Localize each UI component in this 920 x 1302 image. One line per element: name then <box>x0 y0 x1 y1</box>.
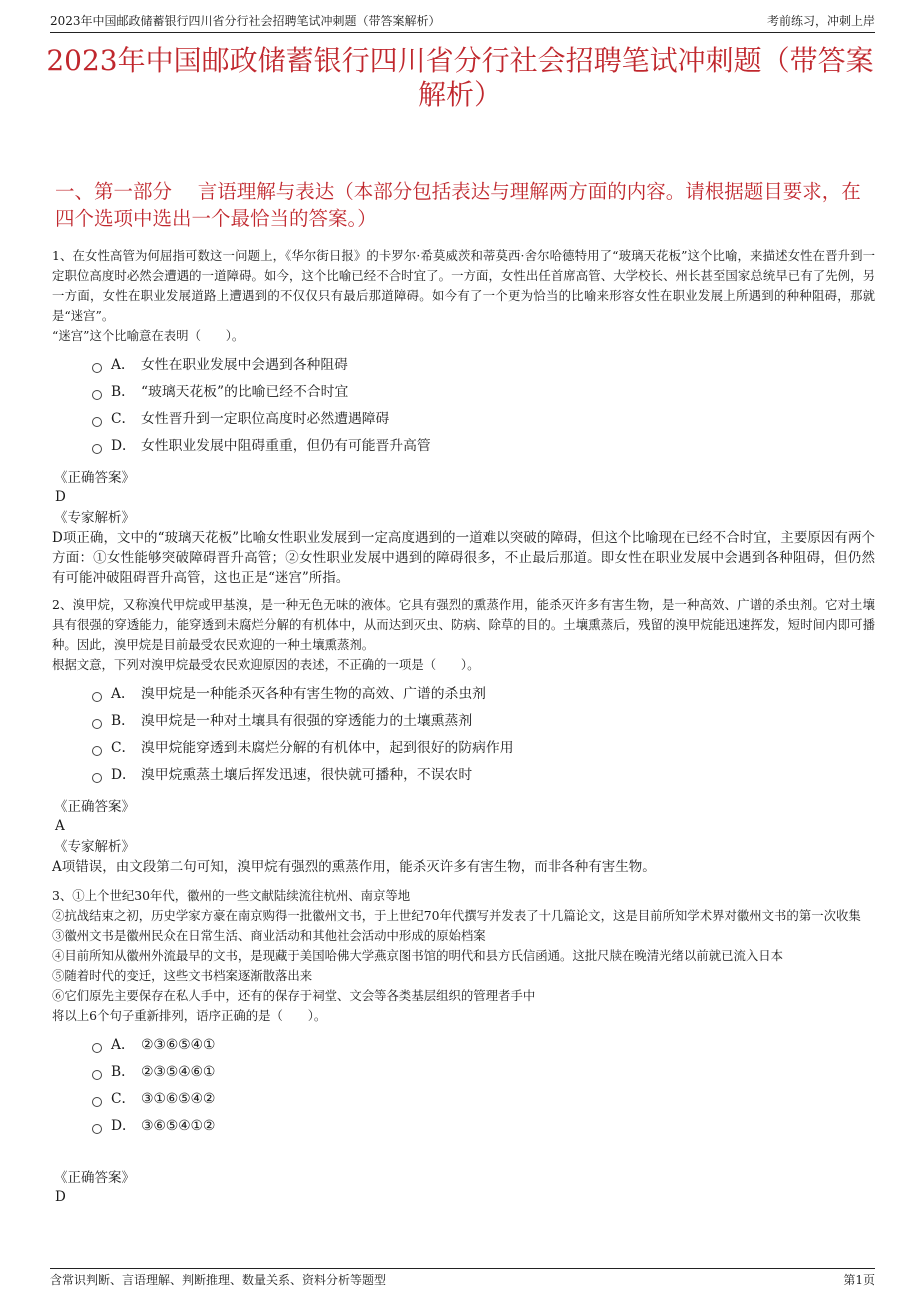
option-list <box>92 352 875 460</box>
option-letter: A． <box>111 357 135 373</box>
radio-icon[interactable] <box>92 417 102 427</box>
option-letter: C． <box>111 411 136 427</box>
answer-block-2 <box>52 797 875 877</box>
option-b[interactable] <box>92 379 875 406</box>
radio-icon[interactable] <box>92 1043 102 1053</box>
question-prompt: 根据文意，下列对溴甲烷最受农民欢迎原因的表述，不正确的一项是（ ）。 <box>52 657 480 672</box>
radio-icon[interactable] <box>92 773 102 783</box>
question-stem: 2、溴甲烷，又称溴代甲烷或甲基溴，是一种无色无味的液体。它具有强烈的熏蒸作用，能杀灭许多有害生物，是一种高效、广谱的杀虫剂。它对土壤具有很强的穿透能力，能穿透到未腐烂分解的有机体中，从而达到灭虫、防病、除草的目的。土壤熏蒸后，残留的溴甲烷能迅速挥发，短时间内即可播种。因此，溴甲烷是目前最受农民欢迎的一种土壤熏蒸剂。 <box>52 597 875 652</box>
section-heading: 一、第一部分 言语理解与表达（本部分包括表达与理解两方面的内容。请根据题目要求，在四个选项中选出一个最恰当的答案。） <box>55 180 861 230</box>
option-d[interactable] <box>92 433 875 460</box>
option-c[interactable] <box>92 735 875 762</box>
answer-block-3 <box>52 1168 875 1206</box>
option-text: ②③⑤④⑥① <box>141 1064 216 1080</box>
analysis-label: 《专家解析》 <box>54 839 135 855</box>
option-letter: D． <box>111 1118 136 1134</box>
option-list <box>92 681 875 789</box>
correct-answer-label: 《正确答案》 <box>54 799 135 815</box>
option-letter: A． <box>111 1037 135 1053</box>
option-d[interactable] <box>92 1113 875 1140</box>
radio-icon[interactable] <box>92 692 102 702</box>
option-letter: B． <box>111 384 135 400</box>
question-1 <box>52 246 875 460</box>
analysis-text: D项正确，文中的“玻璃天花板”比喻女性职业发展到一定高度遇到的一道难以突破的障碍，但这个比喻现在已经不合时宜，主要原因有两个方面：①女性能够突破障碍晋升高管；②女性职业发展中遇到的障碍很多，不止最后那道。即女性在职业发展中会遇到各种阻碍，但仍然有可能冲破阻碍晋升高管，这也正是“迷宫”所指。 <box>52 530 875 586</box>
option-a[interactable] <box>92 1032 875 1059</box>
option-a[interactable] <box>92 352 875 379</box>
question-2 <box>52 595 875 789</box>
option-letter: C． <box>111 1091 136 1107</box>
question-stem-line: 3、①上个世纪30年代，徽州的一些文献陆续流往杭州、南京等地 <box>52 888 411 903</box>
option-text: 女性职业发展中阻碍重重，但仍有可能晋升高管 <box>141 438 431 454</box>
option-letter: C． <box>111 740 136 756</box>
option-b[interactable] <box>92 1059 875 1086</box>
header-slogan: 考前练习，冲刺上岸 <box>766 14 875 28</box>
page-header <box>50 12 875 33</box>
option-text: 溴甲烷能穿透到未腐烂分解的有机体中，起到很好的防病作用 <box>141 740 514 756</box>
option-text: ③①⑥⑤④② <box>141 1091 216 1107</box>
option-c[interactable] <box>92 1086 875 1113</box>
question-stem-line: ⑥它们原先主要保存在私人手中，还有的保存于祠堂、文会等各类基层组织的管理者手中 <box>52 988 536 1003</box>
radio-icon[interactable] <box>92 363 102 373</box>
correct-answer-label: 《正确答案》 <box>54 1170 135 1186</box>
radio-icon[interactable] <box>92 746 102 756</box>
radio-icon[interactable] <box>92 390 102 400</box>
option-c[interactable] <box>92 406 875 433</box>
option-text: ②③⑥⑤④① <box>141 1037 216 1053</box>
radio-icon[interactable] <box>92 1124 102 1134</box>
option-text: 女性在职业发展中会遇到各种阻碍 <box>141 357 348 373</box>
option-text: ③⑥⑤④①② <box>141 1118 216 1134</box>
question-prompt: “迷宫”这个比喻意在表明（ ）。 <box>52 328 245 343</box>
document-title: 2023年中国邮政储蓄银行四川省分行社会招聘笔试冲刺题（带答案解析） <box>46 44 874 111</box>
option-letter: B． <box>111 713 135 729</box>
option-d[interactable] <box>92 762 875 789</box>
radio-icon[interactable] <box>92 719 102 729</box>
analysis-text: A项错误，由文段第二句可知，溴甲烷有强烈的熏蒸作用，能杀灭许多有害生物，而非各种有害生物。 <box>52 859 656 875</box>
option-text: “玻璃天花板”的比喻已经不合时宜 <box>141 384 349 400</box>
option-letter: D． <box>111 438 136 454</box>
question-3 <box>52 886 875 1140</box>
question-stem-line: ②抗战结束之初，历史学家方豪在南京购得一批徽州文书，于上世纪70年代撰写并发表了十几篇论文，这是目前所知学术界对徽州文书的第一次收集 <box>52 908 861 923</box>
correct-answer-label: 《正确答案》 <box>54 470 135 486</box>
option-b[interactable] <box>92 708 875 735</box>
option-letter: A． <box>111 686 135 702</box>
option-text: 溴甲烷是一种对土壤具有很强的穿透能力的土壤熏蒸剂 <box>141 713 473 729</box>
option-a[interactable] <box>92 681 875 708</box>
question-stem: 1、在女性高管为何屈指可数这一问题上，《华尔街日报》的卡罗尔·希莫威茨和蒂莫西·舍尔哈德特用了“玻璃天花板”这个比喻，来描述女性在晋升到一定职位高度时必然会遭遇的一道障碍。如今，这个比喻已经不合时宜了。一方面，女性出任首席高管、大学校长、州长甚至国家总统早已有了先例，另一方面，女性在职业发展道路上遭遇到的不仅仅只有最后那道障碍。如今有了一个更为恰当的比喻来形容女性在职业发展上所遇到的种种阻碍，那就是“迷宫”。 <box>52 248 875 323</box>
option-list <box>92 1032 875 1140</box>
question-prompt: 将以上6个句子重新排列，语序正确的是（ ）。 <box>52 1008 327 1023</box>
footer-description: 含常识判断、言语理解、判断推理、数量关系、资料分析等题型 <box>50 1273 387 1287</box>
header-doc-title: 2023年中国邮政储蓄银行四川省分行社会招聘笔试冲刺题（带答案解析） <box>50 14 441 28</box>
radio-icon[interactable] <box>92 1070 102 1080</box>
question-stem-line: ⑤随着时代的变迁，这些文书档案逐渐散落出来 <box>52 968 313 983</box>
analysis-label: 《专家解析》 <box>54 510 135 526</box>
answer-block-1 <box>52 468 875 588</box>
option-text: 女性晋升到一定职位高度时必然遭遇障碍 <box>141 411 390 427</box>
correct-answer: D <box>55 489 66 505</box>
option-text: 溴甲烷熏蒸土壤后挥发迅速，很快就可播种，不误农时 <box>141 767 473 783</box>
question-stem-line: ④目前所知从徽州外流最早的文书，是现藏于美国哈佛大学燕京图书馆的明代和县方氏信函通。这批尺牍在晚清光绪以前就已流入日本 <box>52 948 784 963</box>
correct-answer: D <box>55 1189 66 1205</box>
option-letter: B． <box>111 1064 135 1080</box>
option-letter: D． <box>111 767 136 783</box>
radio-icon[interactable] <box>92 444 102 454</box>
radio-icon[interactable] <box>92 1097 102 1107</box>
question-stem-line: ③徽州文书是徽州民众在日常生活、商业活动和其他社会活动中形成的原始档案 <box>52 928 486 943</box>
option-text: 溴甲烷是一种能杀灭各种有害生物的高效、广谱的杀虫剂 <box>141 686 486 702</box>
page-footer <box>50 1268 875 1289</box>
correct-answer: A <box>55 818 65 834</box>
page-number: 第1页 <box>843 1273 875 1287</box>
